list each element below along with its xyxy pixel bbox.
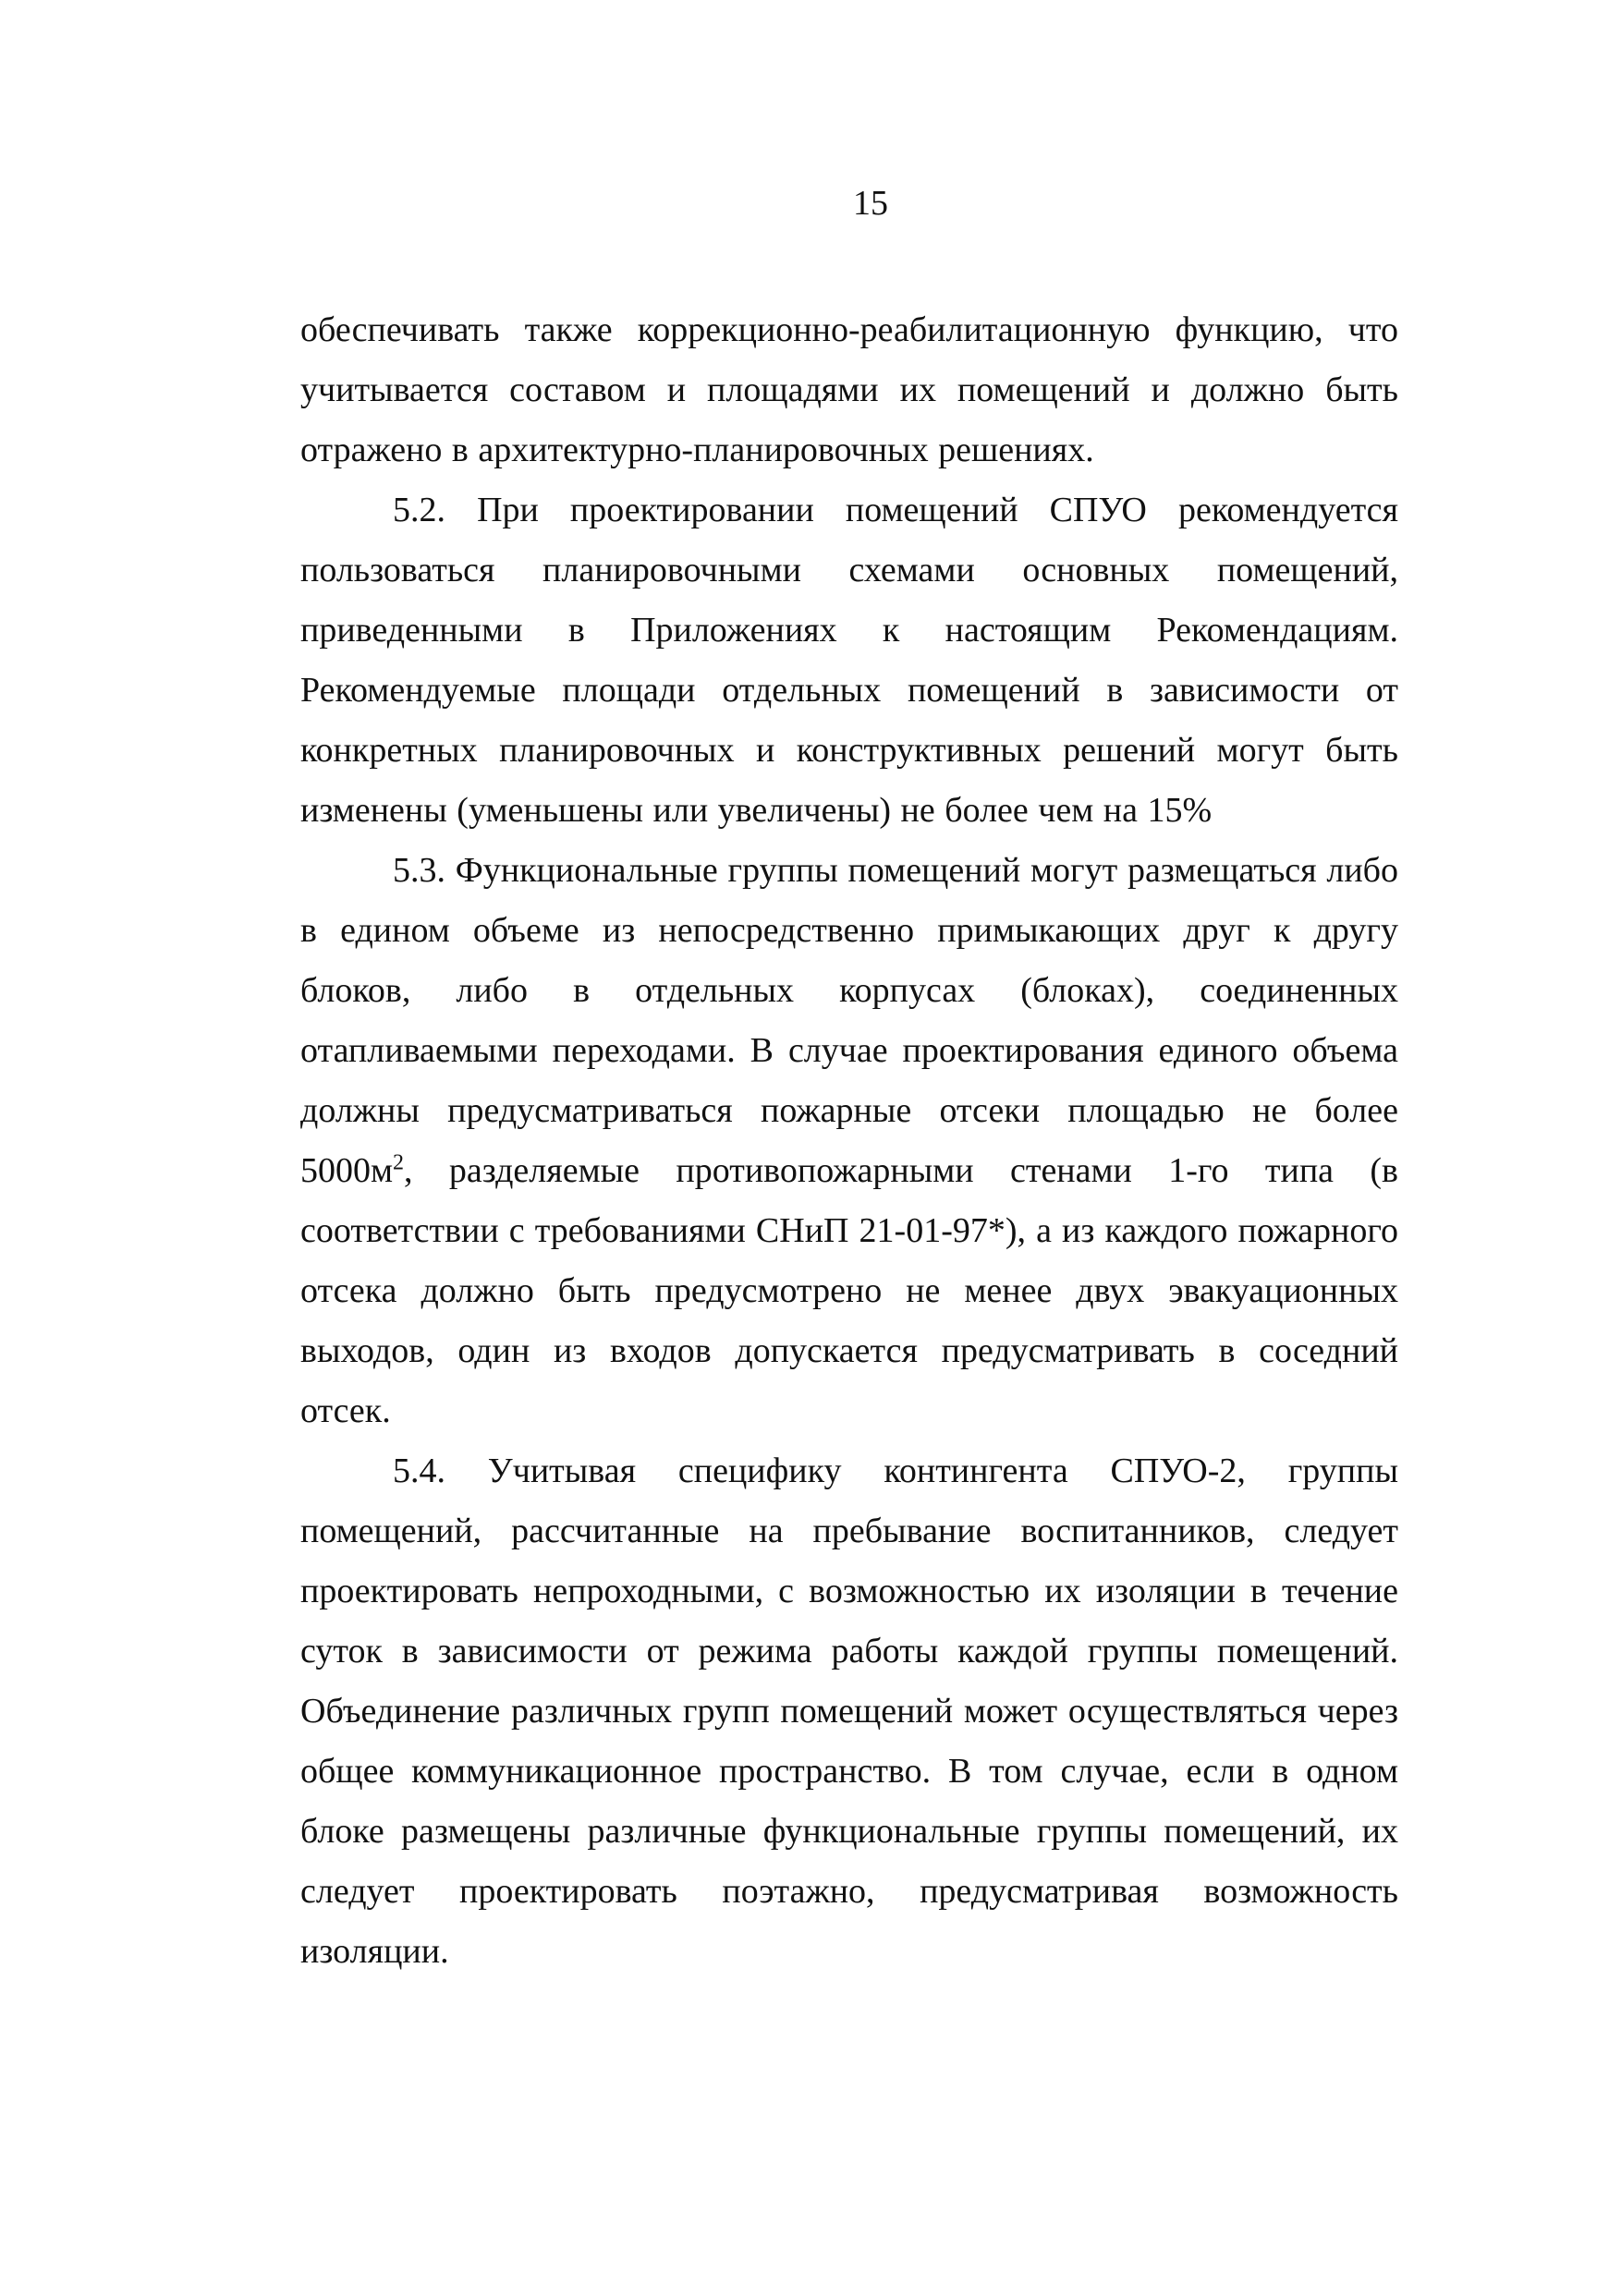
paragraph-continuation: обеспечивать также коррекционно-реабилитационную функцию, что учитывается составом и площадями их помещений и должно быть отражено в архитектурно-планировочных решениях. <box>300 310 1398 469</box>
paragraph-5-3-text-after: , разделяемые противопожарными стенами 1-го типа (в соответствии с требованиями СНиП 21-01-97*), а из каждого пожарного отсека должно быть предусмотрено не менее двух эвакуационных выходов, один из входов допускается предусматривать в соседний отсек. <box>300 1151 1398 1430</box>
superscript-square: 2 <box>393 1150 405 1175</box>
paragraph-5-4: 5.4. Учитывая специфику контингента СПУО-2, группы помещений, рассчитанные на пребывание воспитанников, следует проектировать непроходными, с возможностью их изоляции в течение суток в зависимости от режима работы каждой группы помещений. Объединение различных групп помещений может осуществляться через общее коммуникационное пространство. В том случае, если в одном блоке размещены различные функциональные группы помещений, их следует проектировать поэтажно, предусматривая возможность изоляции. <box>300 1452 1398 1971</box>
paragraph-5-3-text-before: 5.3. Функциональные группы помещений могут размещаться либо в едином объеме из непосредственно примыкающих друг к другу блоков, либо в отдельных корпусах (блоках), соединенных отапливаемыми переходами. В случае проектирования единого объема должны предусматриваться пожарные отсеки площадью не более 5000м <box>300 851 1398 1190</box>
body-text <box>300 300 1398 1982</box>
page-number: 15 <box>853 184 888 223</box>
paragraph-5-2: 5.2. При проектировании помещений СПУО рекомендуется пользоваться планировочными схемами основных помещений, приведенными в Приложениях к настоящим Рекомендациям. Рекомендуемые площади отдельных помещений в зависимости от конкретных планировочных и конструктивных решений могут быть изменены (уменьшены или увеличены) не более чем на 15% <box>300 491 1398 830</box>
paragraph-5-3 <box>300 841 1398 1441</box>
